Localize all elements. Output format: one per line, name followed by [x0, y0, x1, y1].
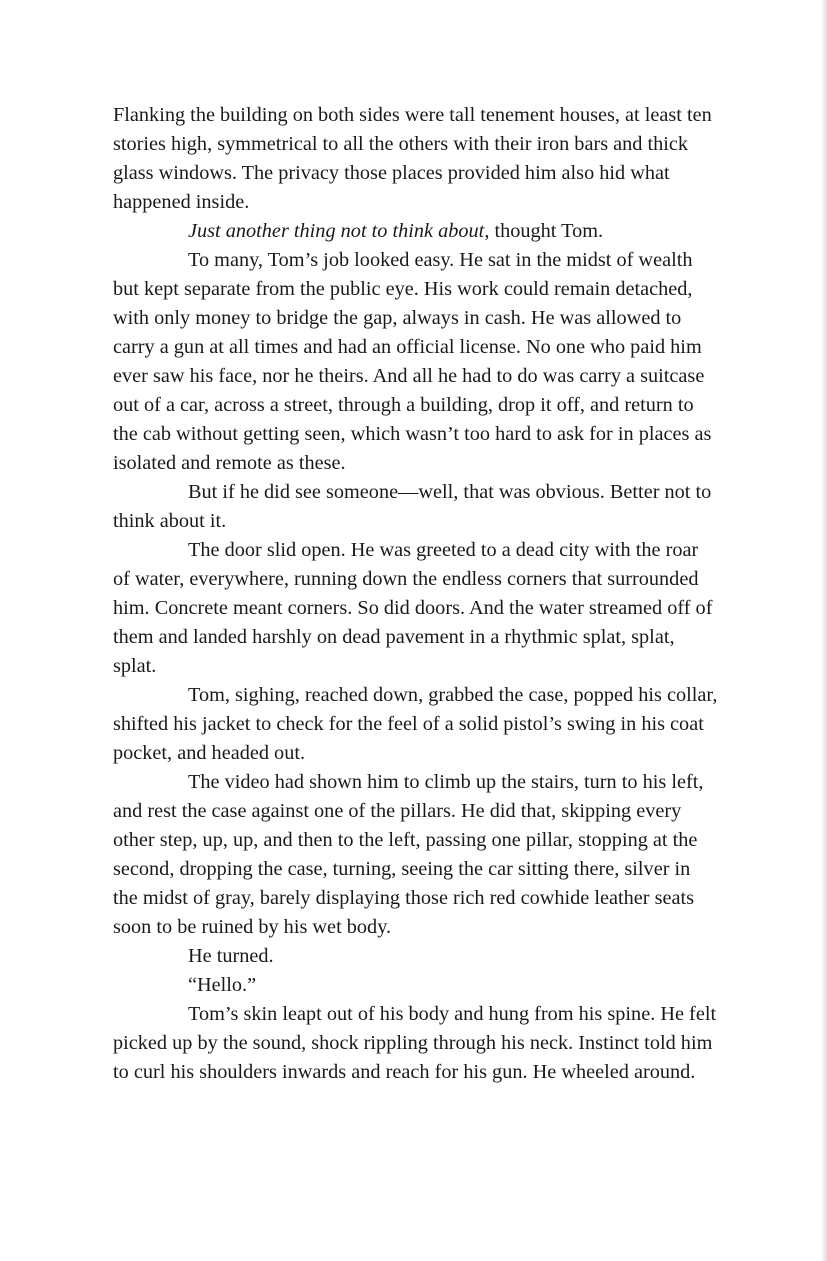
- page-edge-shadow: [821, 0, 827, 1261]
- body-text: [113, 101, 719, 1087]
- paragraph: He turned.: [188, 945, 274, 967]
- italic-thought: Just another thing not to think about: [188, 220, 485, 242]
- paragraph: Tom, sighing, reached down, grabbed the case, popped his collar, shifted his jacket to check for the feel of a solid pistol’s swing in his coat pocket, and headed out.: [113, 684, 718, 764]
- paragraph: The door slid open. He was greeted to a dead city with the roar of water, everywhere, running down the endless corners that surrounded him. Concrete meant corners. So did doors. And the water streamed off of them and landed harshly on dead pavement in a rhythmic splat, splat, splat.: [113, 539, 713, 677]
- paragraph: To many, Tom’s job looked easy. He sat in the midst of wealth but kept separate from the public eye. His work could remain detached, with only money to bridge the gap, always in cash. He was allowed to carry a gun at all times and had an official license. No one who paid him ever saw his face, nor he theirs. And all he had to do was carry a suitcase out of a car, across a street, through a building, drop it off, and return to the cab without getting seen, which wasn’t too hard to ask for in places as isolated and remote as these.: [113, 249, 712, 474]
- paragraph: [113, 217, 719, 246]
- paragraph-text: , thought Tom.: [484, 220, 604, 242]
- paragraph: Tom’s skin leapt out of his body and hung from his spine. He felt picked up by the sound, shock rippling through his neck. Instinct told him to curl his shoulders inwards and reach for his gun. He wheeled around.: [113, 1003, 717, 1083]
- paragraph: “Hello.”: [188, 974, 257, 996]
- paragraph: But if he did see someone—well, that was obvious. Better not to think about it.: [113, 481, 712, 532]
- paragraph: Flanking the building on both sides were tall tenement houses, at least ten stories high, symmetrical to all the others with their iron bars and thick glass windows. The privacy those places provided him also hid what happened inside.: [113, 104, 712, 213]
- paragraph: The video had shown him to climb up the stairs, turn to his left, and rest the case against one of the pillars. He did that, skipping every other step, up, up, and then to the left, passing one pillar, stopping at the second, dropping the case, turning, seeing the car sitting there, silver in the midst of gray, barely displaying those rich red cowhide leather seats soon to be ruined by his wet body.: [113, 771, 704, 938]
